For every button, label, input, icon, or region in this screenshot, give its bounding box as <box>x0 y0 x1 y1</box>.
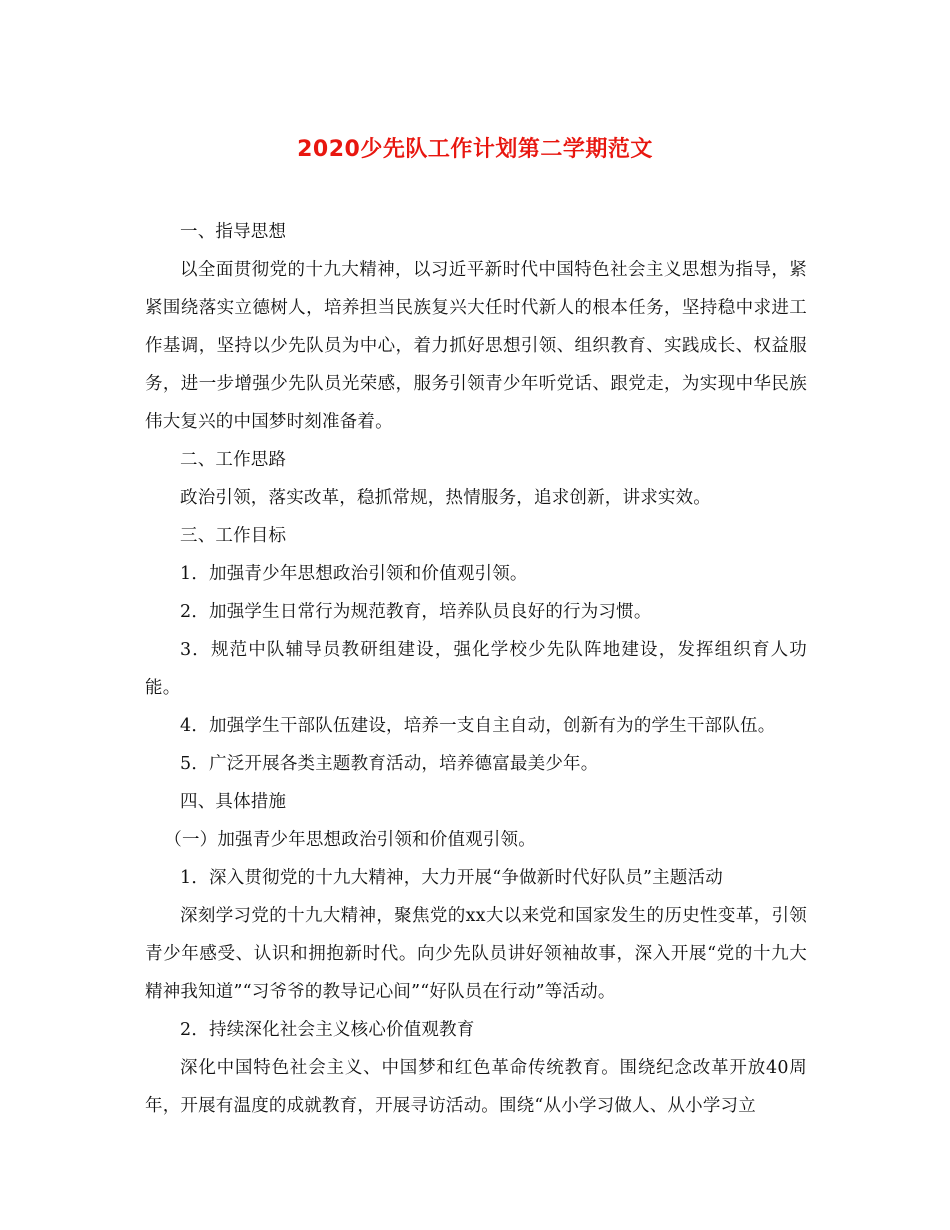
document-title: 2020少先队工作计划第二学期范文 <box>297 137 653 162</box>
subheading-measure-1: （一）加强青少年思想政治引领和价值观引领。 <box>164 830 536 850</box>
paragraph-work-approach: 政治引领，落实改革，稳抓常规，热情服务，追求创新，讲求实效。 <box>180 488 711 508</box>
goal-item-1: 1．加强青少年思想政治引领和价值观引领。 <box>180 564 528 584</box>
goal-item-3: 3．规范中队辅导员教研组建设，强化学校少先队阵地建设，发挥组织育人功能。 <box>145 640 807 698</box>
heading-guiding-ideology: 一、指导思想 <box>180 222 287 242</box>
heading-work-approach: 二、工作思路 <box>180 450 287 470</box>
heading-work-goals: 三、工作目标 <box>180 526 287 546</box>
goal-item-5: 5．广泛开展各类主题教育活动，培养德富最美少年。 <box>180 754 599 774</box>
measure-item-2-title: 2．持续深化社会主义核心价值观教育 <box>180 1020 475 1040</box>
heading-specific-measures: 四、具体措施 <box>180 792 287 812</box>
goal-item-4: 4．加强学生干部队伍建设，培养一支自主自动，创新有为的学生干部队伍。 <box>180 716 776 736</box>
measure-item-1-title: 1．深入贯彻党的十九大精神，大力开展“争做新时代好队员”主题活动 <box>180 868 723 888</box>
goal-item-2: 2．加强学生日常行为规范教育，培养队员良好的行为习惯。 <box>180 602 652 622</box>
measure-item-2-body: 深化中国特色社会主义、中国梦和红色革命传统教育。围绕纪念改革开放40周年，开展有温度的成就教育，开展寻访活动。围绕“从小学习做人、从小学习立 <box>145 1058 807 1116</box>
measure-item-1-body: 深刻学习党的十九大精神，聚焦党的xx大以来党和国家发生的历史性变革，引领青少年感受、认识和拥抱新时代。向少先队员讲好领袖故事，深入开展“党的十九大精神我知道”“习爷爷的教导记心间”“好队员在行动”等活动。 <box>145 906 807 1002</box>
paragraph-guiding-ideology: 以全面贯彻党的十九大精神，以习近平新时代中国特色社会主义思想为指导，紧紧围绕落实立德树人，培养担当民族复兴大任时代新人的根本任务，坚持稳中求进工作基调，坚持以少先队员为中心，着力抓好思想引领、组织教育、实践成长、权益服务，进一步增强少先队员光荣感，服务引领青少年听党话、跟党走，为实现中华民族伟大复兴的中国梦时刻准备着。 <box>145 260 807 432</box>
document-body <box>145 213 807 1125</box>
